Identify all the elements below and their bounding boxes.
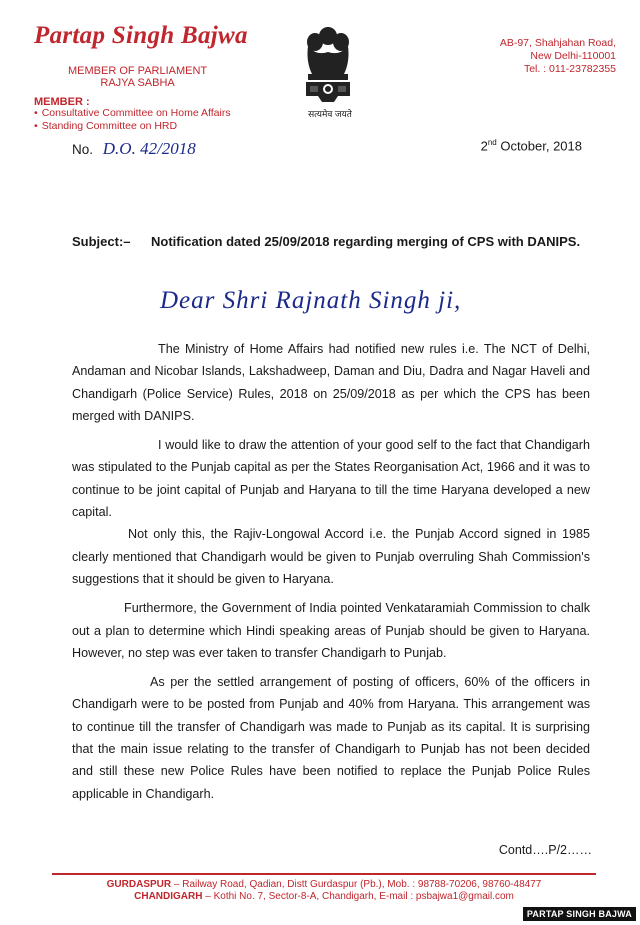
- date-suffix: nd: [487, 138, 497, 147]
- reference-label: No.: [72, 142, 94, 157]
- role-line-2: RAJYA SABHA: [100, 77, 175, 89]
- body-paragraph: Furthermore, the Government of India pointed Venkataramiah Commission to chalk out a plan to determine which Hindi speaking areas of Punjab should be given to Haryana. However, no step was ever taken to transfer Chandigarh to Punjab.: [72, 601, 590, 660]
- body-paragraph: I would like to draw the attention of your good self to the fact that Chandigarh was stipulated to the Punjab capital as per the States Reorganisation Act, 1966 and it was to continue to be joint capital of Punjab and Haryana to till the time Haryana developed a new capital.: [72, 438, 590, 520]
- continued-note: Contd….P/2……: [498, 843, 592, 857]
- emblem-motto: सत्यमेव जयते: [308, 109, 352, 119]
- footer-detail-1: – Railway Road, Qadian, Distt Gurdaspur (Pb.), Mob. : 98788-70206, 98760-48477: [171, 879, 542, 890]
- letterhead-footer: [52, 879, 596, 903]
- photo-credit: PARTAP SINGH BAJWA: [523, 907, 636, 921]
- footer-place-2: CHANDIGARH: [134, 891, 203, 902]
- footer-line-1: [52, 879, 596, 891]
- body-paragraph: The Ministry of Home Affairs had notified new rules i.e. The NCT of Delhi, Andaman and Nicobar Islands, Lakshadweep, Daman and Diu, Dadra and Nagar Haveli and Chandigarh (Police Service) Rules, 2018 on 25/09/2018 as per which the CPS has been merged with DANIPS.: [72, 342, 590, 423]
- member-label: MEMBER :: [34, 96, 90, 108]
- footer-detail-2: – Kothi No. 7, Sector-8-A, Chandigarh, E-mail : psbajwa1@gmail.com: [202, 891, 514, 902]
- address-line-2: New Delhi-110001: [530, 50, 616, 62]
- letter-body: [72, 338, 590, 805]
- reference-handwritten: D.O. 42/2018: [102, 139, 196, 158]
- committee-item: • Standing Committee on HRD: [34, 120, 231, 133]
- body-paragraph: Not only this, the Rajiv-Longowal Accord i.e. the Punjab Accord signed in 1985 clearly mentioned that Chandigarh would be given to Punjab overruling Shah Commission's suggestions that it should be given to Haryana.: [72, 527, 590, 586]
- footer-line-2: [52, 891, 596, 903]
- footer-divider: [52, 873, 596, 875]
- letter-date: [481, 138, 582, 153]
- date-rest: October, 2018: [496, 138, 582, 154]
- committee-item: • Consultative Committee on Home Affairs: [34, 107, 231, 120]
- footer-place-1: GURDASPUR: [106, 879, 172, 890]
- letterhead-name: Partap Singh Bajwa: [34, 22, 248, 49]
- committee-list: [34, 107, 231, 133]
- letterhead-role: [68, 65, 207, 89]
- address-line-1: AB-97, Shahjahan Road,: [499, 37, 616, 49]
- body-paragraph: As per the settled arrangement of posting of officers, 60% of the officers in Chandigarh were to be posted from Punjab and 40% from Haryana. This arrangement was to continue till the transfer of Chandigarh was made to Punjab as its capital. It is surprising that the main issue relating to the transfer of Chandigarh to Punjab has not been decided and still these new Police Rules have been notified to replace the Punjab Police Rules applicable in Chandigarh.: [72, 675, 590, 801]
- letterhead-address: [500, 37, 616, 76]
- date-day: 2: [480, 138, 488, 154]
- subject-text: Notification dated 25/09/2018 regarding merging of CPS with DANIPS.: [151, 234, 581, 249]
- reference-number: [72, 139, 196, 159]
- subject-label: Subject:–: [72, 234, 131, 249]
- address-line-3: Tel. : 011-23782355: [523, 63, 616, 75]
- handwritten-salutation: Dear Shri Rajnath Singh ji,: [160, 287, 462, 314]
- role-line-1: MEMBER OF PARLIAMENT: [68, 65, 208, 77]
- subject-line: [72, 234, 592, 250]
